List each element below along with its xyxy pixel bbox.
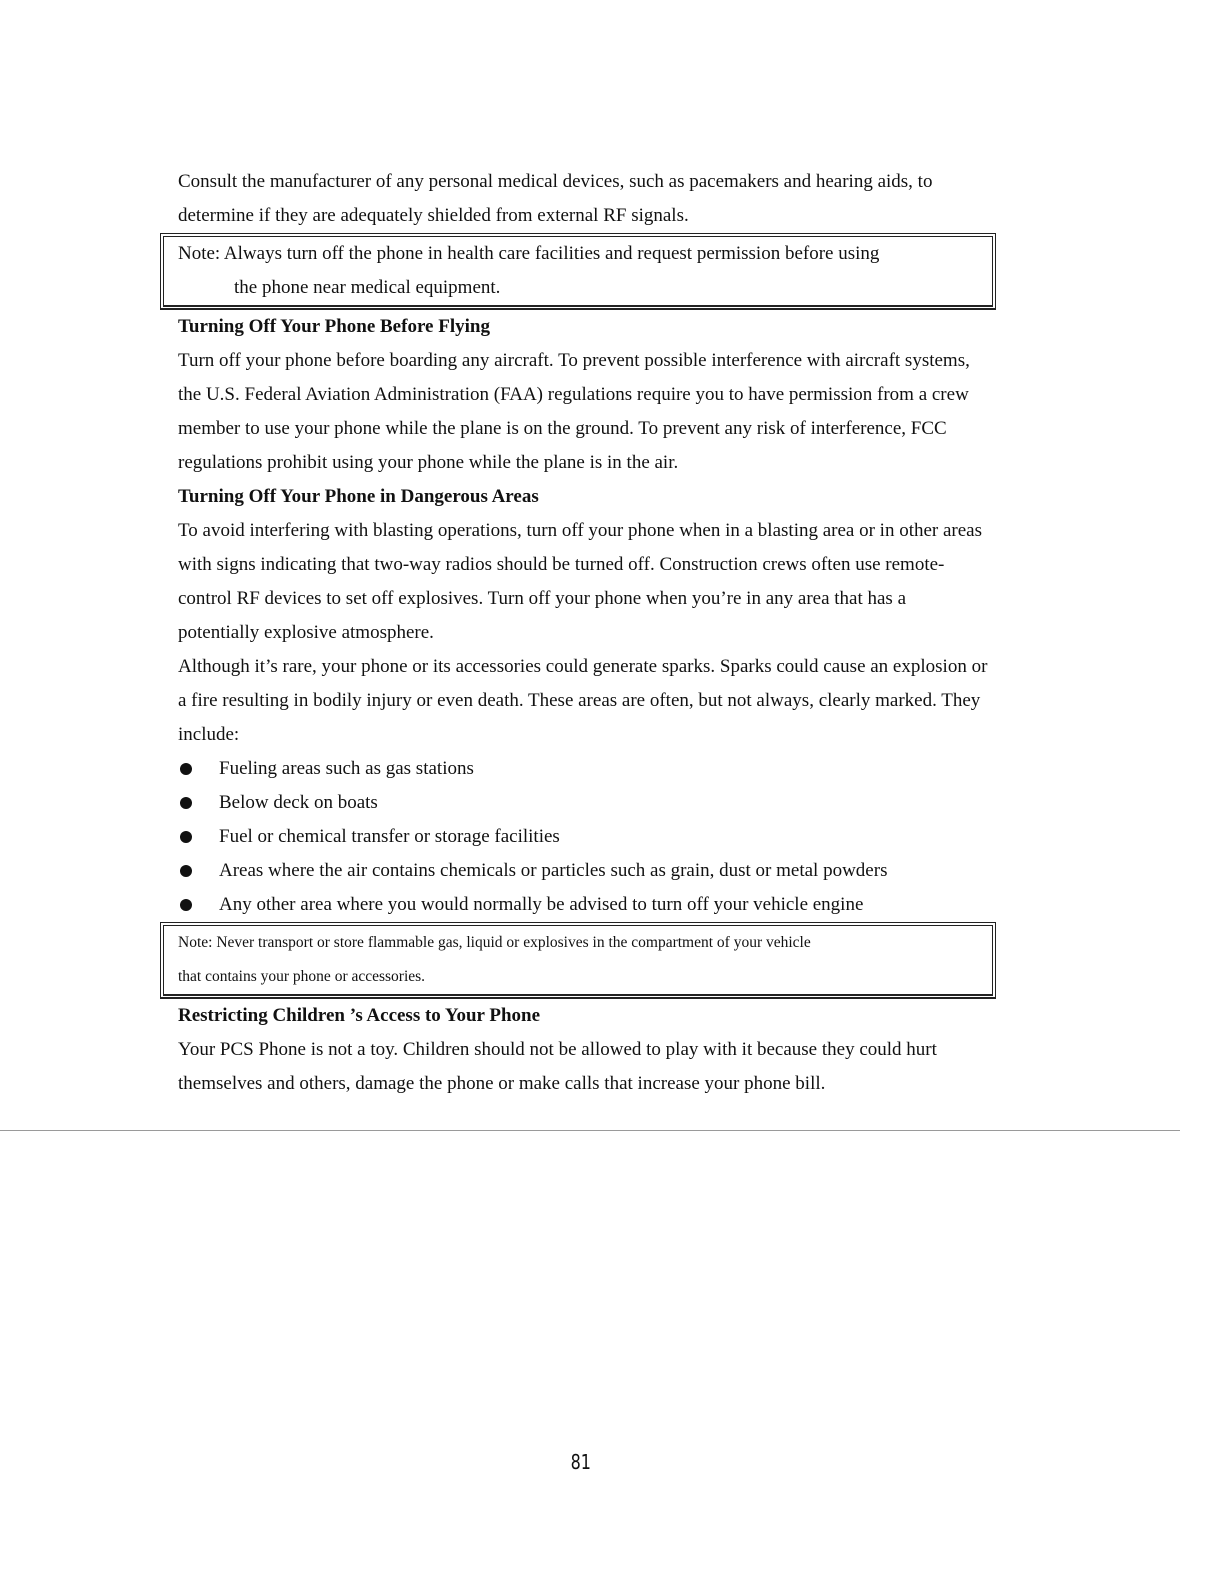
- note-label: Note:: [178, 243, 221, 264]
- paragraph-sparks: Although it’s rare, your phone or its accessories could generate sparks. Sparks could cause an explosion or a fire resulting in bodily injury or even death. These areas are often, but not always, clearly marked. They include:: [178, 656, 988, 745]
- note-text: Always turn off the phone in health care facilities and request permission before using: [220, 243, 880, 264]
- note-box-medical: [160, 233, 996, 310]
- list-item-text: Below deck on boats: [219, 792, 378, 813]
- list-item: [178, 752, 990, 786]
- list-item-text: Fueling areas such as gas stations: [219, 758, 474, 779]
- bullet-icon: [180, 763, 192, 775]
- note-label: Note:: [178, 934, 213, 951]
- list-item: [178, 854, 990, 888]
- page-content: [178, 165, 990, 1101]
- paragraph-flying: Turn off your phone before boarding any aircraft. To prevent possible interference with aircraft systems, the U.S. Federal Aviation Administration (FAA) regulations require you to have permission from a crew member to use your phone while the plane is on the ground. To prevent any risk of interference, FCC regulations prohibit using your phone while the plane is in the air.: [178, 350, 970, 473]
- list-item: [178, 888, 990, 922]
- page-number: 81: [570, 1450, 591, 1474]
- intro-paragraph: Consult the manufacturer of any personal medical devices, such as pacemakers and hearing aids, to determine if they are adequately shielded from external RF signals.: [178, 171, 933, 226]
- heading-flying: Turning Off Your Phone Before Flying: [178, 316, 490, 337]
- hazard-list: [178, 752, 990, 922]
- list-item: [178, 820, 990, 854]
- bullet-icon: [180, 797, 192, 809]
- note-line: [178, 237, 992, 271]
- heading-dangerous-areas: Turning Off Your Phone in Dangerous Areas: [178, 486, 539, 507]
- paragraph-blasting: To avoid interfering with blasting operations, turn off your phone when in a blasting area or in other areas with signs indicating that two-way radios should be turned off. Construction crews often use remote-control RF devices to set off explosives. Turn off your phone when you’re in any area that has a potentially explosive atmosphere.: [178, 520, 983, 643]
- note-box-flammable: [160, 922, 996, 999]
- note-text: Never transport or store flammable gas, liquid or explosives in the compartment of your vehicle: [212, 934, 811, 951]
- heading-children: Restricting Children ’s Access to Your Phone: [178, 1005, 541, 1026]
- bullet-icon: [180, 865, 192, 877]
- list-item-text: Fuel or chemical transfer or storage facilities: [219, 826, 560, 847]
- scan-artifact-line: [0, 1130, 1180, 1131]
- paragraph-children: Your PCS Phone is not a toy. Children should not be allowed to play with it because they could hurt themselves and others, damage the phone or make calls that increase your phone bill.: [178, 1039, 937, 1094]
- note-continuation: the phone near medical equipment.: [234, 277, 501, 298]
- list-item: [178, 786, 990, 820]
- note-continuation: that contains your phone or accessories.: [178, 968, 426, 985]
- list-item-text: Any other area where you would normally be advised to turn off your vehicle engine: [219, 894, 864, 915]
- bullet-icon: [180, 899, 192, 911]
- note-line: [178, 926, 992, 960]
- list-item-text: Areas where the air contains chemicals or particles such as grain, dust or metal powders: [219, 860, 888, 881]
- bullet-icon: [180, 831, 192, 843]
